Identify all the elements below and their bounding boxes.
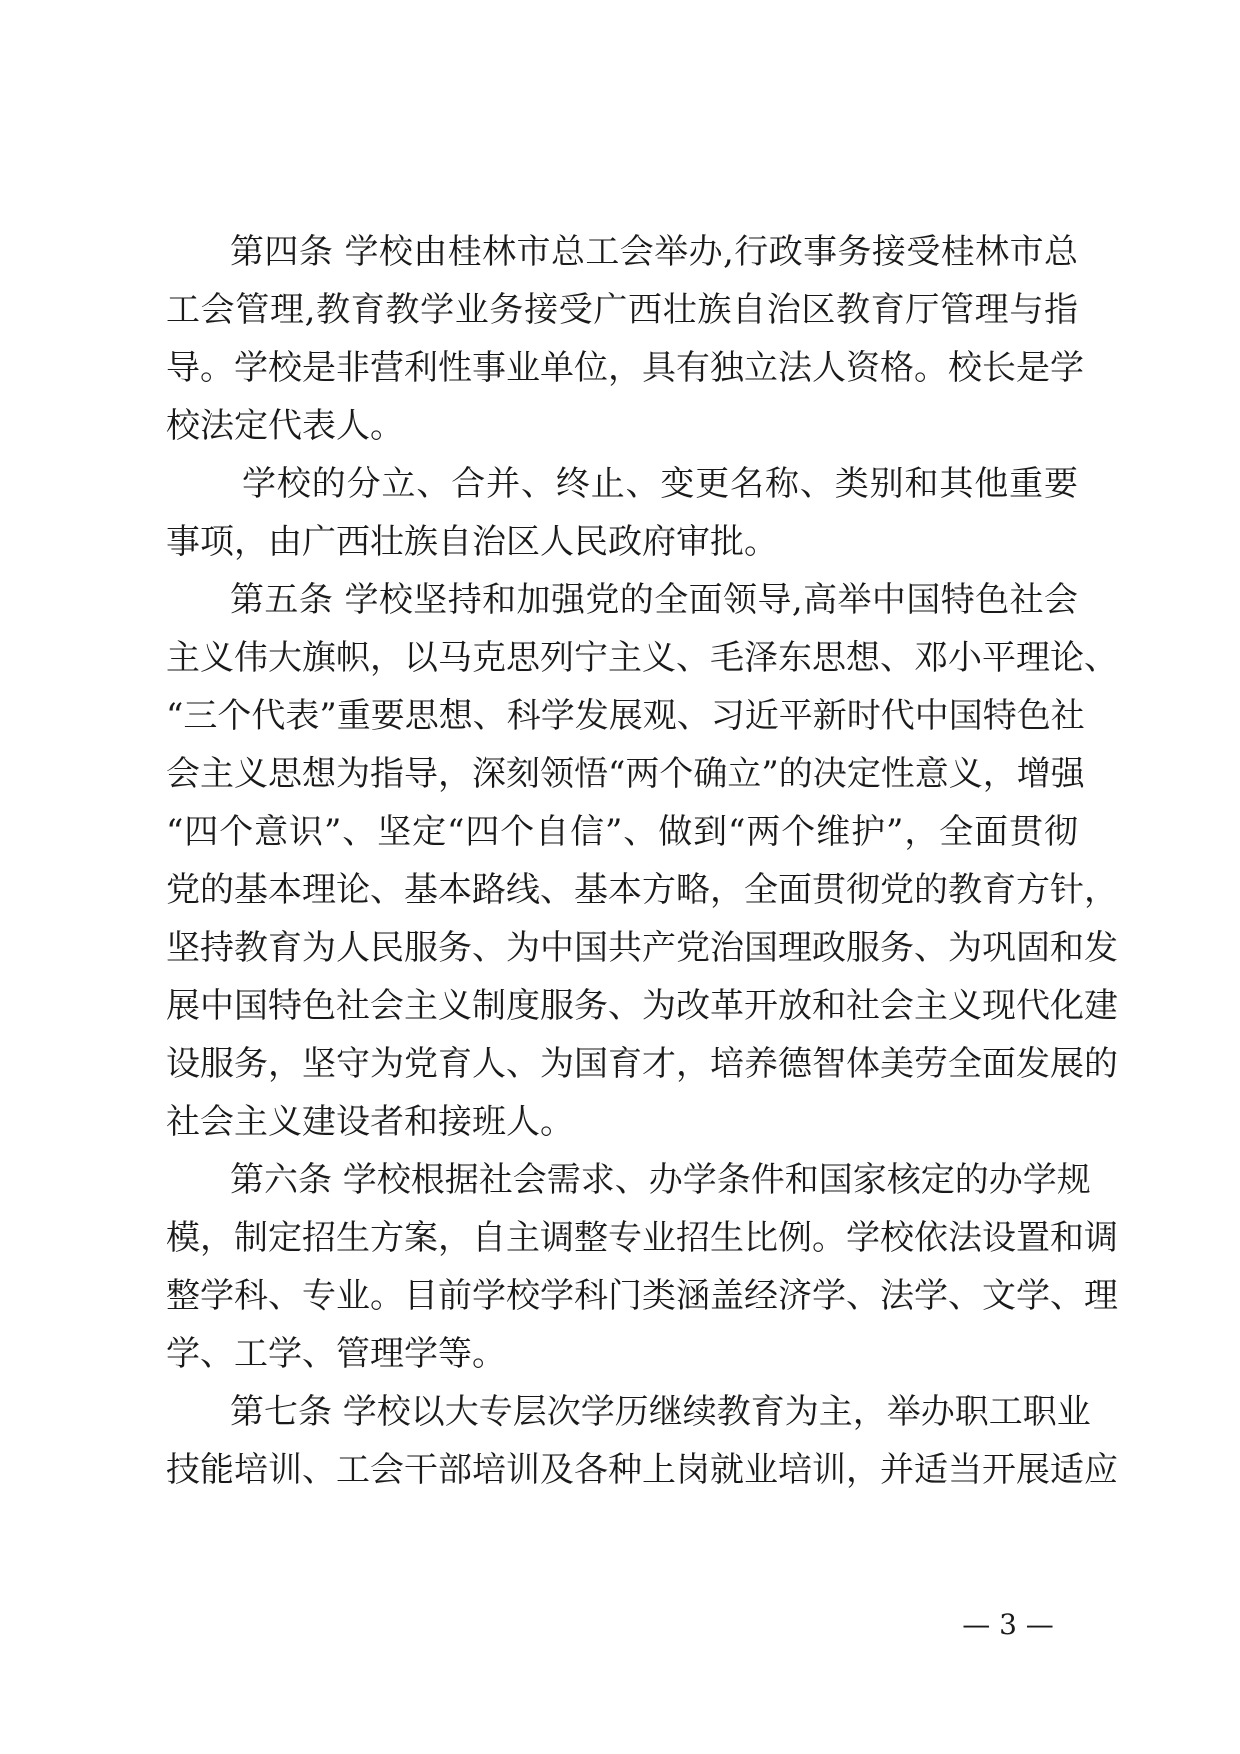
text-line: 校法定代表人。 bbox=[166, 406, 404, 446]
text-line: 导。学校是非营利性事业单位，具有独立法人资格。校长是学 bbox=[166, 348, 1084, 388]
text-line: 展中国特色社会主义制度服务、为改革开放和社会主义现代化建 bbox=[166, 986, 1118, 1026]
text-line: 第五条 学校坚持和加强党的全面领导,高举中国特色社会 bbox=[230, 580, 1078, 620]
text-line: 第四条 学校由桂林市总工会举办,行政事务接受桂林市总 bbox=[230, 232, 1078, 272]
text-line: 党的基本理论、基本路线、基本方略，全面贯彻党的教育方针， bbox=[166, 870, 1118, 910]
text-line: 第七条 学校以大专层次学历继续教育为主，举办职工职业 bbox=[230, 1392, 1091, 1432]
text-line: 模，制定招生方案，自主调整专业招生比例。学校依法设置和调 bbox=[166, 1218, 1118, 1258]
text-line: 工会管理,教育教学业务接受广西壮族自治区教育厅管理与指 bbox=[166, 290, 1078, 330]
text-line: 坚持教育为人民服务、为中国共产党治国理政服务、为巩固和发 bbox=[166, 928, 1118, 968]
text-line: 会主义思想为指导，深刻领悟“两个确立”的决定性意义，增强 bbox=[166, 754, 1085, 794]
text-line: 第六条 学校根据社会需求、办学条件和国家核定的办学规 bbox=[230, 1160, 1091, 1200]
text-line: 主义伟大旗帜，以马克思列宁主义、毛泽东思想、邓小平理论、 bbox=[166, 638, 1118, 678]
page-number: — 3 — bbox=[962, 1608, 1054, 1641]
text-line: 社会主义建设者和接班人。 bbox=[166, 1102, 574, 1142]
text-line: 学校的分立、合并、终止、变更名称、类别和其他重要 bbox=[242, 464, 1078, 504]
text-line: 整学科、专业。目前学校学科门类涵盖经济学、法学、文学、理 bbox=[166, 1276, 1118, 1316]
text-line: 设服务，坚守为党育人、为国育才，培养德智体美劳全面发展的 bbox=[166, 1044, 1118, 1084]
text-line: 事项，由广西壮族自治区人民政府审批。 bbox=[166, 522, 778, 562]
text-line: 学、工学、管理学等。 bbox=[166, 1334, 506, 1374]
text-line: 技能培训、工会干部培训及各种上岗就业培训，并适当开展适应 bbox=[166, 1450, 1118, 1490]
text-line: “四个意识”、坚定“四个自信”、做到“两个维护”，全面贯彻 bbox=[166, 812, 1078, 852]
text-line: “三个代表”重要思想、科学发展观、习近平新时代中国特色社 bbox=[166, 696, 1085, 736]
